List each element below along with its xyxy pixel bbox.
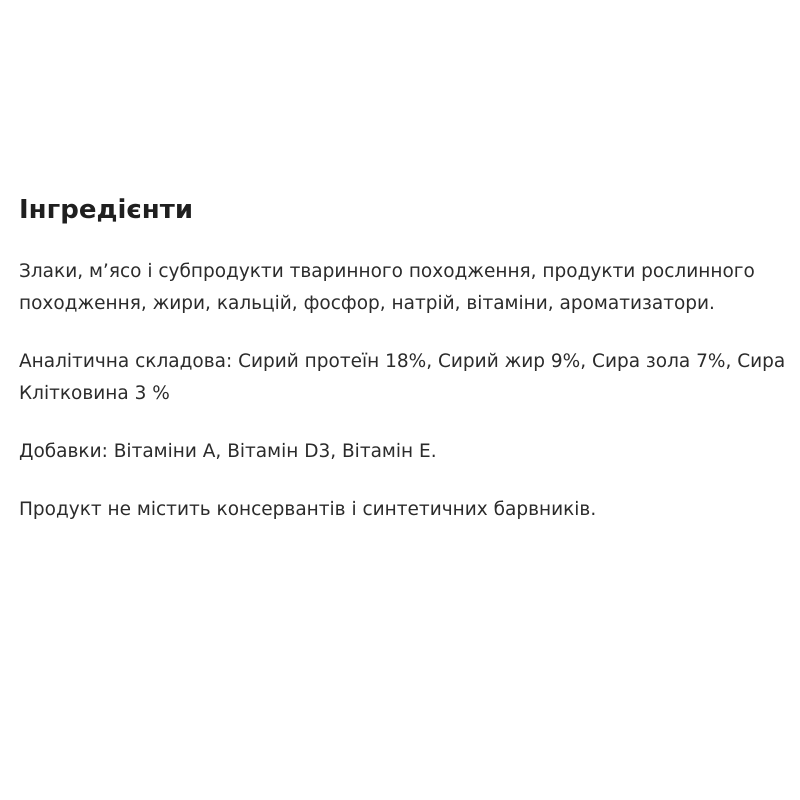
preservatives-note-paragraph: Продукт не містить консервантів і синтетичних барвників.: [19, 499, 597, 520]
section-title: Інгредієнти: [19, 195, 194, 225]
additives-paragraph: Добавки: Вітаміни А, Вітамін D3, Вітамін E.: [19, 441, 437, 462]
ingredients-paragraph: Злаки, м’ясо і субпродукти тваринного походження, продукти рослинного походження, жири, кальцій, фосфор, натрій, вітаміни, ароматизатори.: [19, 261, 755, 314]
analytical-composition-paragraph: Аналітична складова: Сирий протеїн 18%, Сирий жир 9%, Сира зола 7%, Сира Клітковина 3 %: [19, 351, 786, 404]
ingredients-section: [19, 190, 794, 552]
